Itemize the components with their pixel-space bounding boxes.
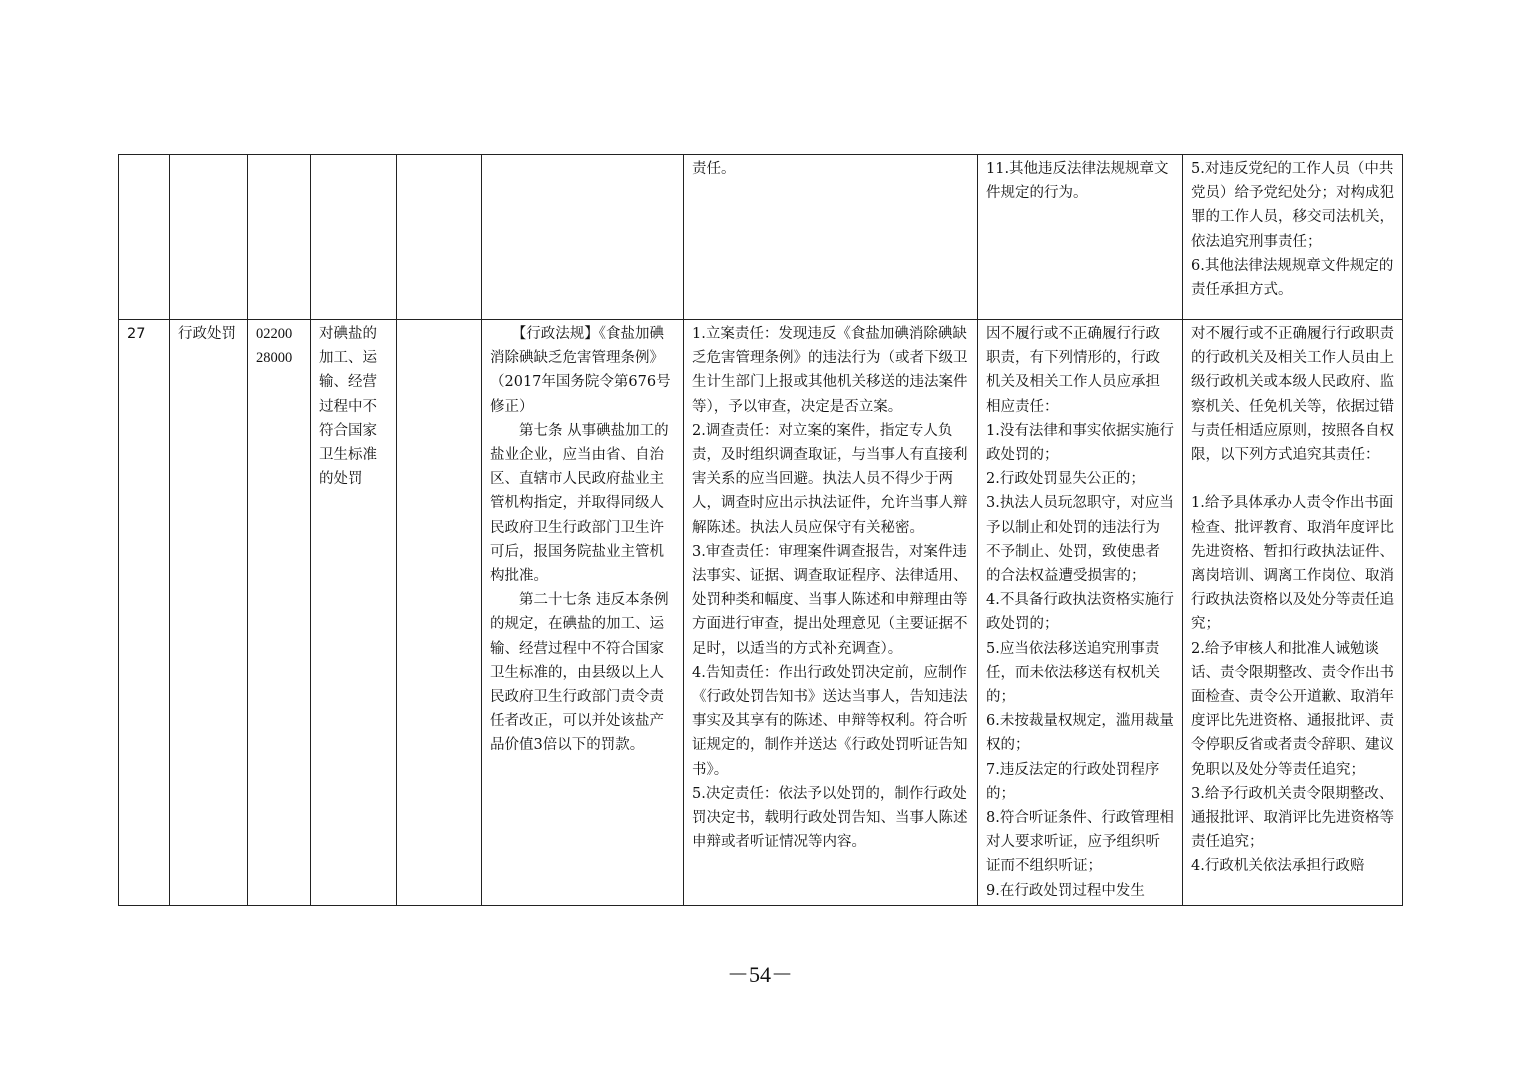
cell-basis — [482, 155, 684, 320]
cell-liability: 11.其他违反法律法规规章文件规定的行为。 — [978, 155, 1183, 320]
cell-duties: 责任。 — [684, 155, 978, 320]
cell-blank — [397, 155, 482, 320]
cell-number — [119, 155, 170, 320]
cell-code — [248, 155, 311, 320]
cell-name — [311, 155, 397, 320]
responsibility-table — [118, 154, 1403, 906]
cell-accountability: 5.对违反党纪的工作人员（中共党员）给予党纪处分；对构成犯罪的工作人员，移交司法机关，依法追究刑事责任； 6.其他法律法规规章文件规定的责任承担方式。 — [1183, 155, 1403, 320]
cell-basis: 【行政法规】《食盐加碘消除碘缺乏危害管理条例》（2017年国务院令第676号修正） 第七条 从事碘盐加工的盐业企业，应当由省、自治区、直辖市人民政府盐业主管机构指定，并取得同级人民政府卫生行政部门卫生许可后，报国务院盐业主管机构批准。 第二十七条 违反本条例的规定，在碘盐的加工、运输、经营过程中不符合国家卫生标准的，由县级以上人民政府卫生行政部门责令责任者改正，可以并处该盐产品价值3倍以下的罚款。 — [482, 320, 684, 906]
table-row-27 — [119, 320, 1403, 906]
cell-type: 行政处罚 — [170, 320, 248, 906]
cell-accountability: 对不履行或不正确履行行政职责的行政机关及相关工作人员由上级行政机关或本级人民政府、监察机关、任免机关等，依据过错与责任相适应原则，按照各自权限，以下列方式追究其责任： 1.给予具体承办人责令作出书面检查、批评教育、取消年度评比先进资格、暂扣行政执法证件、离岗培训、调离工作岗位、取消行政执法资格以及处分等责任追究； 2.给予审核人和批准人诫勉谈话、责令限期整改、责令作出书面检查、责令公开道歉、取消年度评比先进资格、通报批评、责令停职反省或者责令辞职、建议免职以及处分等责任追究； 3.给予行政机关责令限期整改、通报批评、取消评比先进资格等责任追究； 4.行政机关依法承担行政赔 — [1183, 320, 1403, 906]
cell-number: 27 — [119, 320, 170, 906]
cell-name: 对碘盐的加工、运输、经营过程中不符合国家卫生标准的处罚 — [311, 320, 397, 906]
table-row-continued — [119, 155, 1403, 320]
cell-blank — [397, 320, 482, 906]
cell-duties: 1.立案责任：发现违反《食盐加碘消除碘缺乏危害管理条例》的违法行为（或者下级卫生计生部门上报或其他机关移送的违法案件等），予以审查，决定是否立案。 2.调查责任：对立案的案件，指定专人负责，及时组织调查取证，与当事人有直接利害关系的应当回避。执法人员不得少于两人，调查时应出示执法证件，允许当事人辩解陈述。执法人员应保守有关秘密。 3.审查责任：审理案件调查报告，对案件违法事实、证据、调查取证程序、法律适用、处罚种类和幅度、当事人陈述和申辩理由等方面进行审查，提出处理意见（主要证据不足时，以适当的方式补充调查）。 4.告知责任：作出行政处罚决定前，应制作《行政处罚告知书》送达当事人，告知违法事实及其享有的陈述、申辩等权利。符合听证规定的，制作并送达《行政处罚听证告知书》。 5.决定责任：依法予以处罚的，制作行政处罚决定书，载明行政处罚告知、当事人陈述申辩或者听证情况等内容。 — [684, 320, 978, 906]
cell-code: 02200 28000 — [248, 320, 311, 906]
cell-liability: 因不履行或不正确履行行政职责，有下列情形的，行政机关及相关工作人员应承担相应责任： 1.没有法律和事实依据实施行政处罚的； 2.行政处罚显失公正的； 3.执法人员玩忽职守，对应当予以制止和处罚的违法行为不予制止、处罚，致使患者的合法权益遭受损害的； 4.不具备行政执法资格实施行政处罚的； 5.应当依法移送追究刑事责任，而未依法移送有权机关的； 6.未按裁量权规定，滥用裁量权的； 7.违反法定的行政处罚程序的； 8.符合听证条件、行政管理相对人要求听证，应予组织听证而不组织听证； 9.在行政处罚过程中发生 — [978, 320, 1183, 906]
page-number: －54－ — [726, 962, 793, 987]
cell-type — [170, 155, 248, 320]
